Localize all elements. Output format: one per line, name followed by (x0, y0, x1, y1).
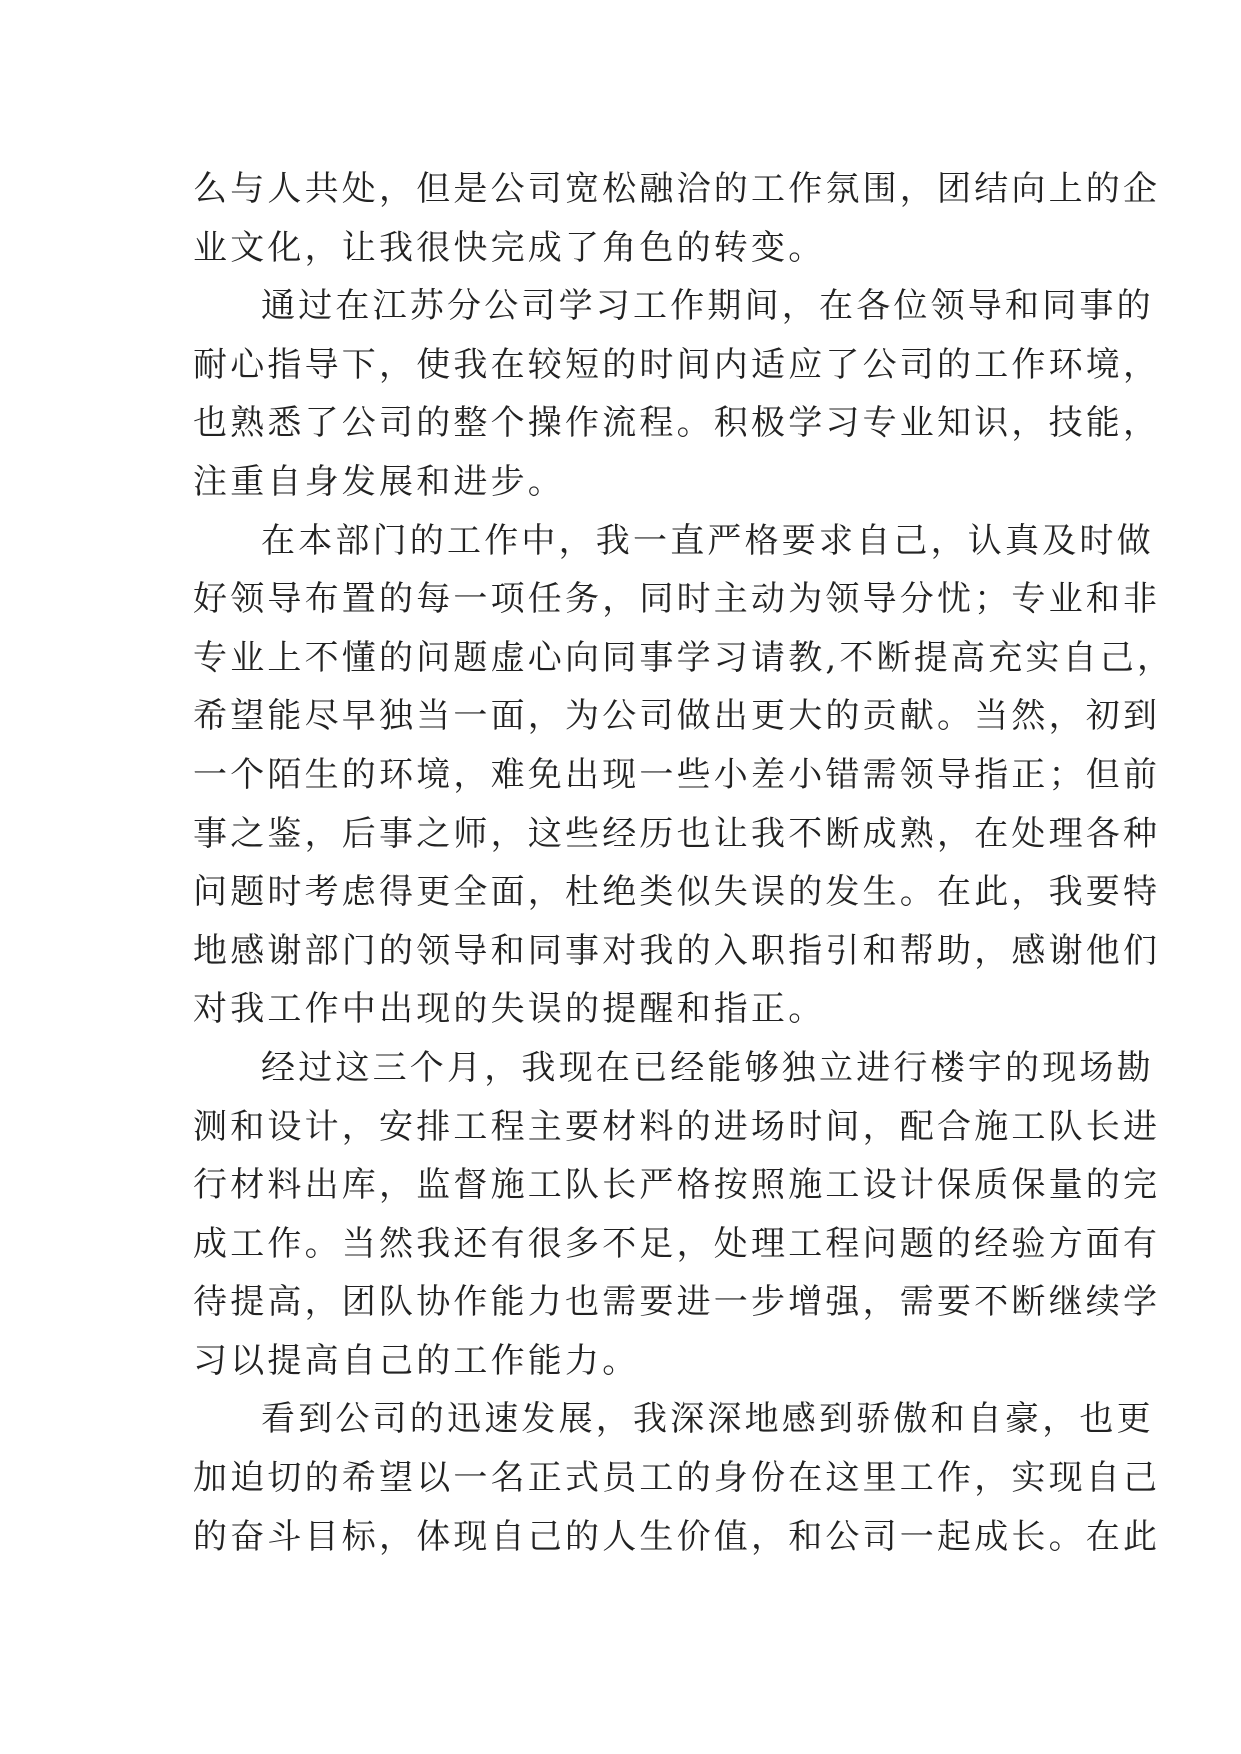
text-line: 行材料出库，监督施工队长严格按照施工设计保质保量的完 (193, 1165, 1161, 1206)
text-line: 对我工作中出现的失误的提醒和指正。 (193, 989, 826, 1030)
text-line: 的奋斗目标，体现自己的人生价值，和公司一起成长。在此 (193, 1516, 1161, 1557)
text-line: 通过在江苏分公司学习工作期间，在各位领导和同事的 (261, 286, 1154, 327)
text-line: 好领导布置的每一项任务，同时主动为领导分忧；专业和非 (193, 579, 1161, 620)
text-line: 待提高，团队协作能力也需要进一步增强，需要不断继续学 (193, 1282, 1161, 1323)
paragraph-1 (193, 160, 1161, 277)
text-line: 么与人共处，但是公司宽松融洽的工作氛围，团结向上的企 (193, 169, 1161, 209)
text-line: 测和设计，安排工程主要材料的进场时间，配合施工队长进 (193, 1106, 1161, 1147)
paragraph-5 (193, 1390, 1161, 1566)
text-line: 加迫切的希望以一名正式员工的身份在这里工作，实现自己 (193, 1458, 1161, 1499)
text-line: 事之鉴，后事之师，这些经历也让我不断成熟，在处理各种 (193, 813, 1161, 854)
text-line: 成工作。当然我还有很多不足，处理工程问题的经验方面有 (193, 1223, 1161, 1264)
document-body (193, 160, 1175, 1566)
paragraph-3 (193, 512, 1175, 1039)
text-line: 问题时考虑得更全面，杜绝类似失误的发生。在此，我要特 (193, 872, 1161, 913)
text-line: 希望能尽早独当一面，为公司做出更大的贡献。当然，初到 (193, 696, 1161, 737)
text-line: 也熟悉了公司的整个操作流程。积极学习专业知识，技能， (193, 403, 1161, 444)
paragraph-4 (193, 1039, 1161, 1391)
text-line: 业文化，让我很快完成了角色的转变。 (193, 227, 826, 268)
text-line: 习以提高自己的工作能力。 (193, 1340, 640, 1381)
text-line: 一个陌生的环境，难免出现一些小差小错需领导指正；但前 (193, 754, 1161, 795)
text-line: 看到公司的迅速发展，我深深地感到骄傲和自豪，也更 (261, 1399, 1154, 1440)
text-line: 地感谢部门的领导和同事对我的入职指引和帮助，感谢他们 (193, 930, 1161, 971)
text-line: 在本部门的工作中，我一直严格要求自己，认真及时做 (261, 520, 1154, 561)
paragraph-2 (193, 277, 1161, 511)
text-line: 经过这三个月，我现在已经能够独立进行楼宇的现场勘 (261, 1047, 1154, 1088)
text-line: 耐心指导下，使我在较短的时间内适应了公司的工作环境， (193, 344, 1161, 385)
text-line: 注重自身发展和进步。 (193, 461, 565, 502)
text-line: 专业上不懂的问题虚心向同事学习请教,不断提高充实自己， (193, 637, 1175, 678)
